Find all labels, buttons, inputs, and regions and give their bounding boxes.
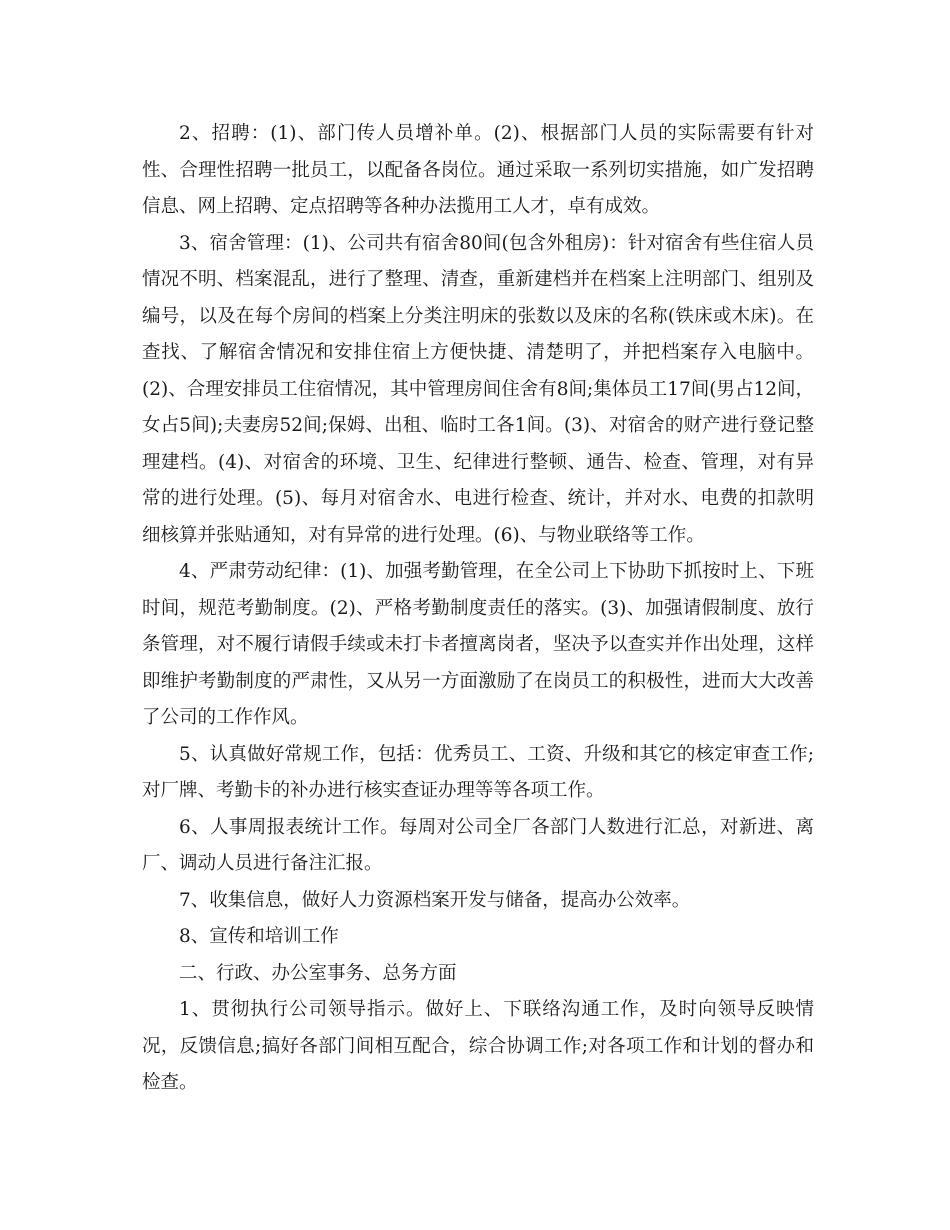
paragraph-recruitment: 2、招聘：(1)、部门传人员增补单。(2)、根据部门人员的实际需要有针对性、合理性招聘一批员工，以配备各岗位。通过采取一系列切实措施，如广发招聘信息、网上招聘、定点招聘等各种办法揽用工人才，卓有成效。: [142, 123, 814, 217]
paragraph-leadership-directives: 1、贯彻执行公司领导指示。做好上、下联络沟通工作，及时向领导反映情况，反馈信息;搞好各部门间相互配合，综合协调工作;对各项工作和计划的督办和检查。: [142, 999, 814, 1093]
paragraph-information-collection: 7、收集信息，做好人力资源档案开发与储备，提高办公效率。: [179, 889, 691, 911]
paragraph-routine-work: 5、认真做好常规工作，包括：优秀员工、工资、升级和其它的核定审查工作;对厂牌、考勤卡的补办进行核实查证办理等等各项工作。: [142, 743, 814, 801]
paragraph-weekly-report: 6、人事周报表统计工作。每周对公司全厂各部门人数进行汇总，对新进、离厂、调动人员进行备注汇报。: [142, 816, 814, 874]
document-page: [142, 116, 814, 1102]
paragraph-dormitory-management: 3、宿舍管理：(1)、公司共有宿舍80间(包含外租房)：针对宿舍有些住宿人员情况不明、档案混乱，进行了整理、清查，重新建档并在档案上注明部门、组别及编号，以及在每个房间的档案上分类注明床的张数以及床的名称(铁床或木床)。在查找、了解宿舍情况和安排住宿上方便快捷、清楚明了，并把档案存入电脑中。(2)、合理安排员工住宿情况，其中管理房间住舍有8间;集体员工17间(男占12间，女占5间);夫妻房52间;保姆、出租、临时工各1间。(3)、对宿舍的财产进行登记整理建档。(4)、对宿舍的环境、卫生、纪律进行整顿、通告、检查、管理，对有异常的进行处理。(5)、每月对宿舍水、电进行检查、统计，并对水、电费的扣款明细核算并张贴通知，对有异常的进行处理。(6)、与物业联络等工作。: [142, 232, 815, 546]
paragraph-labor-discipline: 4、严肃劳动纪律：(1)、加强考勤管理，在全公司上下协助下抓按时上、下班时间，规范考勤制度。(2)、严格考勤制度责任的落实。(3)、加强请假制度、放行条管理，对不履行请假手续或未打卡者擅离岗者，坚决予以查实并作出处理，这样即维护考勤制度的严肃性，又从另一方面激励了在岗员工的积极性，进而大大改善了公司的工作作风。: [142, 561, 814, 728]
paragraph-publicity-training: 8、宣传和培训工作: [179, 926, 339, 947]
section-heading-administration: 二、行政、办公室事务、总务方面: [179, 962, 457, 984]
